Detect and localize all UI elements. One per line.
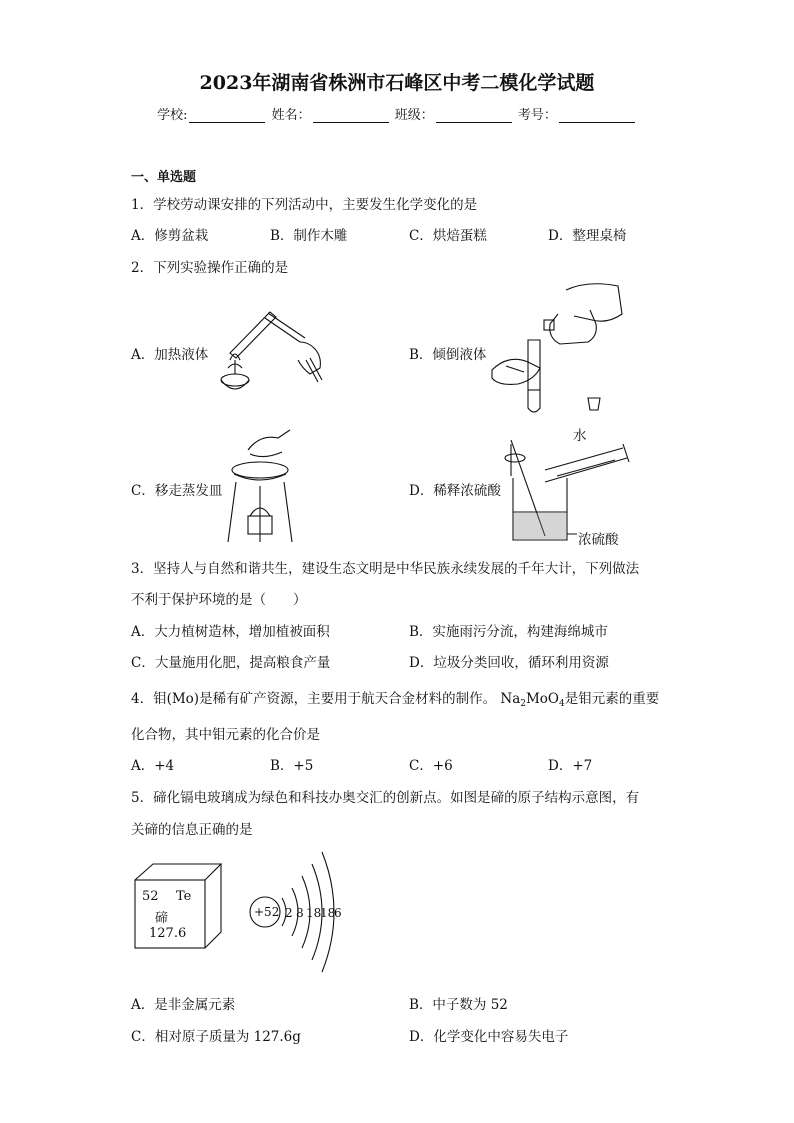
q3-option-c[interactable]: C．大量施用化肥，提高粮食产量 — [131, 655, 331, 671]
water-label: 水 — [573, 428, 587, 444]
pouring-liquid-figure — [488, 280, 638, 420]
q4-option-c[interactable]: C．+6 — [409, 758, 453, 774]
q1-stem: 1．学校劳动课安排的下列活动中，主要发生化学变化的是 — [131, 197, 478, 213]
q5-option-b[interactable]: B．中子数为 52 — [409, 997, 508, 1013]
q4-option-a[interactable]: A．+4 — [131, 758, 175, 774]
name-blank[interactable] — [313, 108, 389, 123]
element-symbol: Te — [176, 889, 192, 904]
q3-stem-line2: 不利于保护环境的是（ ） — [131, 592, 307, 608]
acid-label: 浓硫酸 — [578, 532, 619, 548]
shell-3: 18 — [306, 906, 322, 920]
q3-option-a[interactable]: A．大力植树造林，增加植被面积 — [131, 624, 330, 640]
q5-option-c[interactable]: C．相对原子质量为 127.6g — [131, 1029, 301, 1045]
name-label: 姓名： — [271, 108, 311, 123]
nucleus-charge: +52 — [254, 905, 280, 919]
school-label: 学校: — [157, 108, 188, 123]
q2-option-b[interactable]: B．倾倒液体 — [409, 347, 487, 363]
student-info-line — [0, 104, 794, 123]
q1-option-b[interactable]: B．制作木雕 — [270, 228, 348, 244]
q4-stem-line2: 化合物，其中钼元素的化合价是 — [131, 727, 320, 743]
evaporating-dish-figure — [220, 430, 310, 550]
q2-stem: 2．下列实验操作正确的是 — [131, 260, 289, 276]
shell-2: 8 — [296, 906, 304, 920]
school-blank[interactable] — [189, 108, 265, 123]
q4-stem-line1 — [131, 687, 659, 709]
q1-option-a[interactable]: A．修剪盆栽 — [131, 228, 209, 244]
element-name: 碲 — [155, 911, 169, 926]
shell-4: 18 — [320, 906, 336, 920]
q5-stem-line1: 5．碲化镉电玻璃成为绿色和科技办奥交汇的创新点。如图是碲的原子结构示意图，有 — [131, 790, 640, 806]
heating-liquid-figure — [210, 298, 340, 398]
q4-stem-part1: 4．钼(Mo)是稀有矿产资源，主要用于航天合金材料的制作。 — [131, 691, 497, 707]
q5-option-d[interactable]: D．化学变化中容易失电子 — [409, 1029, 569, 1045]
q3-option-d[interactable]: D．垃圾分类回收，循环利用资源 — [409, 655, 609, 671]
exam-no-blank[interactable] — [559, 108, 635, 123]
q5-stem-line2: 关碲的信息正确的是 — [131, 822, 253, 838]
q5-option-a[interactable]: A．是非金属元素 — [131, 997, 236, 1013]
q2-option-a[interactable]: A．加热液体 — [131, 347, 209, 363]
q4-formula: $Na_2MoO_4$ — [500, 691, 565, 709]
q3-option-b[interactable]: B．实施雨污分流，构建海绵城市 — [409, 624, 608, 640]
q4-option-d[interactable]: D．+7 — [548, 758, 593, 774]
q4-stem-part2: 是钼元素的重要 — [564, 691, 660, 707]
shell-1: 2 — [285, 906, 293, 920]
q3-stem-line1: 3．坚持人与自然和谐共生，建设生态文明是中华民族永续发展的千年大计，下列做法 — [131, 561, 640, 577]
q4-option-b[interactable]: B．+5 — [270, 758, 314, 774]
atomic-number: 52 — [142, 889, 159, 904]
class-blank[interactable] — [436, 108, 512, 123]
q1-option-d[interactable]: D．整理桌椅 — [548, 228, 627, 244]
page-title: 2023年湖南省株洲市石峰区中考二模化学试题 — [199, 72, 595, 94]
q1-option-c[interactable]: C．烘焙蛋糕 — [409, 228, 487, 244]
section-heading: 一、单选题 — [131, 170, 197, 185]
shell-5: 6 — [334, 906, 342, 920]
atomic-mass: 127.6 — [149, 926, 187, 941]
class-label: 班级： — [394, 108, 434, 123]
exam-no-label: 考号： — [517, 108, 557, 123]
q2-option-c[interactable]: C．移走蒸发皿 — [131, 483, 223, 499]
q2-option-d[interactable]: D．稀释浓硫酸 — [409, 483, 501, 499]
